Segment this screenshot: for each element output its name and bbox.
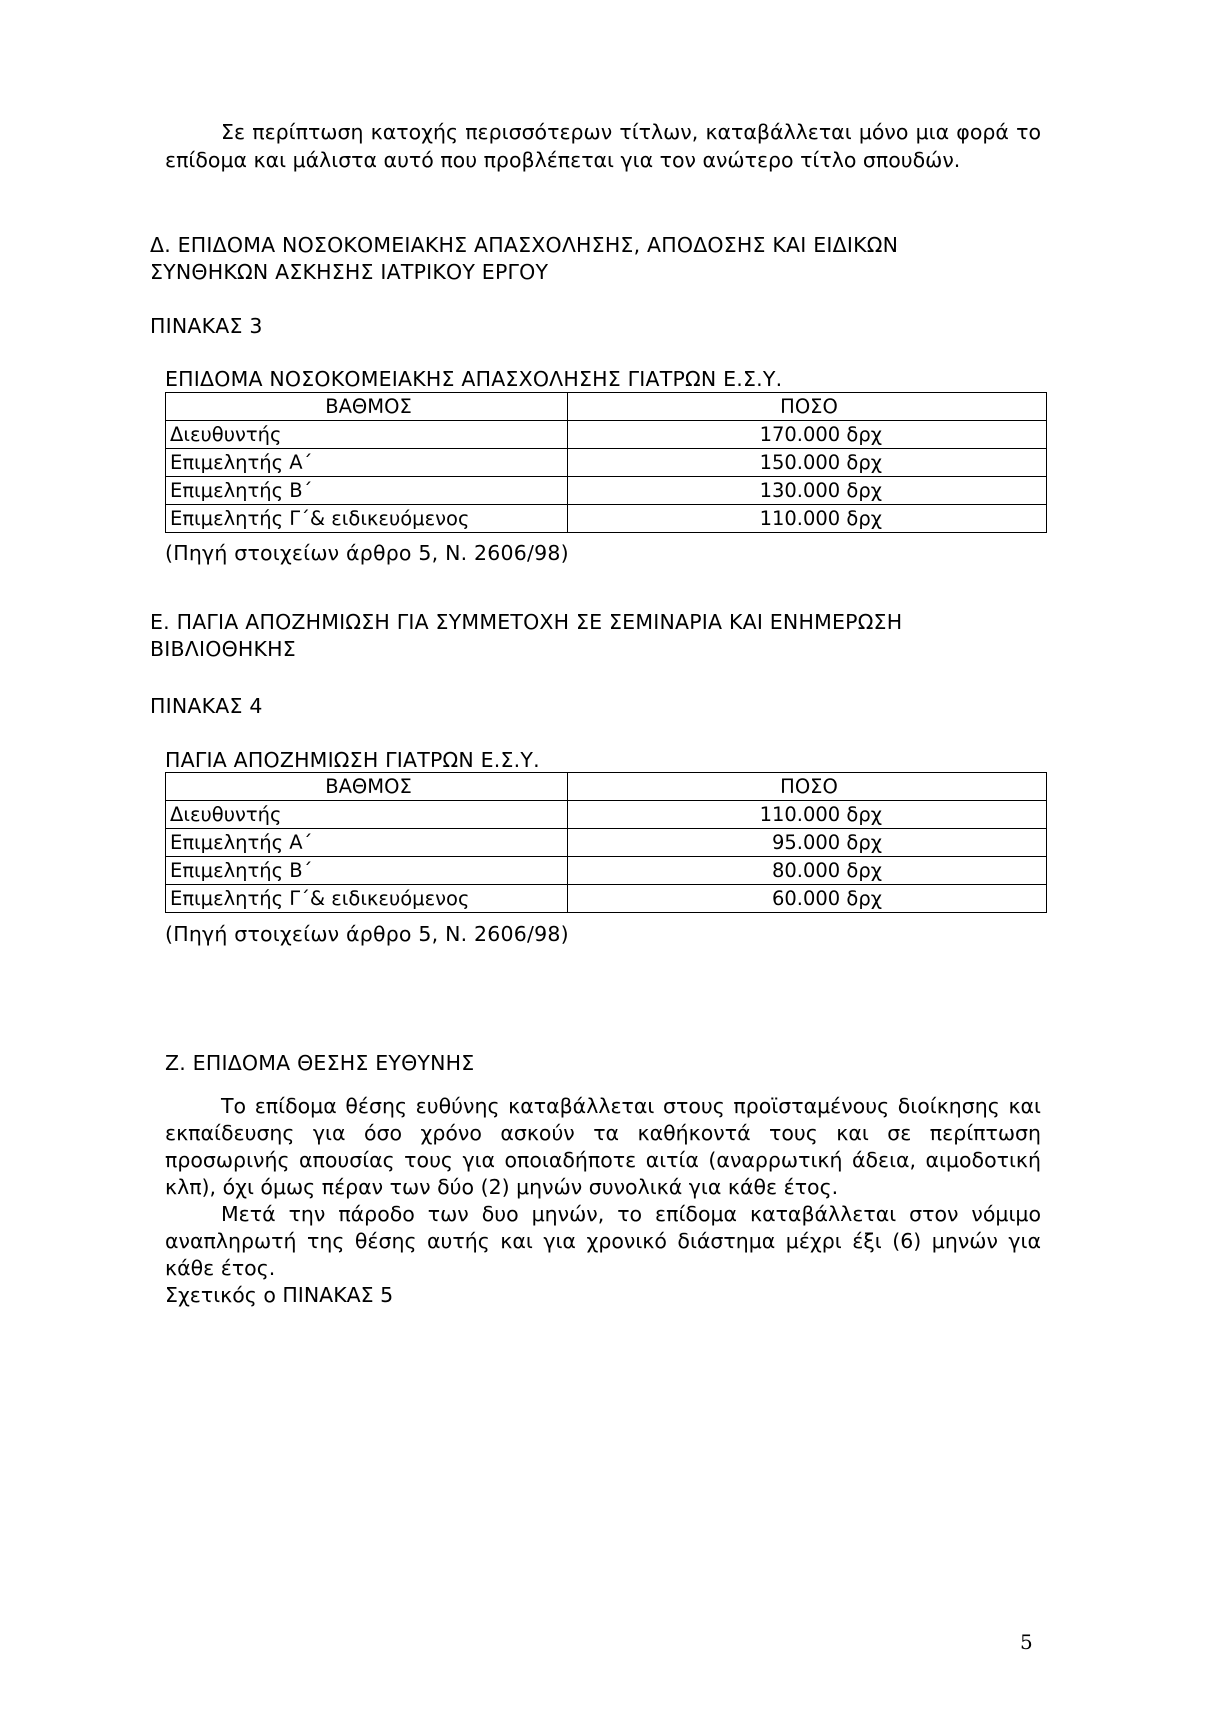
- rank-cell: Επιμελητής Α΄: [166, 829, 568, 857]
- rank-cell: Διευθυντής: [166, 421, 568, 449]
- rank-cell: Επιμελητής Γ΄& ειδικευόμενος: [166, 505, 568, 533]
- table-header-row: [166, 393, 1047, 421]
- section-z-related: Σχετικός ο ΠΙΝΑΚΑΣ 5: [165, 1283, 394, 1307]
- section-e-heading-line2: ΒΙΒΛΙΟΘΗΚΗΣ: [150, 637, 296, 661]
- table-row: [166, 477, 1047, 505]
- amount-cell: 60.000 δρχ: [568, 885, 1047, 913]
- table3-source: (Πηγή στοιχείων άρθρο 5, Ν. 2606/98): [165, 541, 569, 565]
- rank-cell: Επιμελητής Γ΄& ειδικευόμενος: [166, 885, 568, 913]
- amount-cell: 150.000 δρχ: [568, 449, 1047, 477]
- section-z-heading: Ζ. ΕΠΙΔΟΜΑ ΘΕΣΗΣ ΕΥΘΥΝΗΣ: [165, 1051, 475, 1075]
- section-z-body: [165, 1093, 1041, 1309]
- table3-title: ΕΠΙΔΟΜΑ ΝΟΣΟΚΟΜΕΙΑΚΗΣ ΑΠΑΣΧΟΛΗΣΗΣ ΓΙΑΤΡΩΝ Ε.Σ.Υ.: [165, 367, 783, 391]
- rank-cell: Διευθυντής: [166, 801, 568, 829]
- col-rank-header: ΒΑΘΜΟΣ: [166, 393, 568, 421]
- col-rank-header: ΒΑΘΜΟΣ: [166, 773, 568, 801]
- table-row: [166, 801, 1047, 829]
- intro-paragraph: [165, 118, 1041, 174]
- table-row: [166, 505, 1047, 533]
- intro-text: Σε περίπτωση κατοχής περισσότερων τίτλων, καταβάλλεται μόνο μια φορά το επίδομα και μάλιστα αυτό που προβλέπεται για τον ανώτερο τίτλο σπουδών.: [165, 120, 1041, 172]
- section-d-heading-line2: ΣΥΝΘΗΚΩΝ ΑΣΚΗΣΗΣ ΙΑΤΡΙΚΟΥ ΕΡΓΟΥ: [150, 260, 549, 284]
- allowance-table-3: [165, 392, 1047, 533]
- col-amount-header: ΠΟΣΟ: [568, 393, 1047, 421]
- table4-label: ΠΙΝΑΚΑΣ 4: [150, 694, 263, 718]
- table-header-row: [166, 773, 1047, 801]
- table-row: [166, 885, 1047, 913]
- table-row: [166, 449, 1047, 477]
- table4-source: (Πηγή στοιχείων άρθρο 5, Ν. 2606/98): [165, 922, 569, 946]
- section-e-heading-line1: Ε. ΠΑΓΙΑ ΑΠΟΖΗΜΙΩΣΗ ΓΙΑ ΣΥΜΜΕΤΟΧΗ ΣΕ ΣΕΜΙΝΑΡΙΑ ΚΑΙ ΕΝΗΜΕΡΩΣΗ: [150, 610, 903, 634]
- section-z-paragraph2: Μετά την πάροδο των δυο μηνών, το επίδομα καταβάλλεται στον νόμιμο αναπληρωτή της θέσης αυτής και για χρονικό διάστημα μέχρι έξι (6) μηνών για κάθε έτος.: [165, 1202, 1041, 1280]
- table4-title: ΠΑΓΙΑ ΑΠΟΖΗΜΙΩΣΗ ΓΙΑΤΡΩΝ Ε.Σ.Υ.: [165, 748, 540, 772]
- amount-cell: 95.000 δρχ: [568, 829, 1047, 857]
- table3-label: ΠΙΝΑΚΑΣ 3: [150, 314, 263, 338]
- section-z-paragraph1: Το επίδομα θέσης ευθύνης καταβάλλεται στους προϊσταμένους διοίκησης και εκπαίδευσης για όσο χρόνο ασκούν τα καθήκοντά τους και σε περίπτωση προσωρινής απουσίας τους για οποιαδήποτε αιτία (αναρρωτική άδεια, αιμοδοτική κλπ), όχι όμως πέραν των δύο (2) μηνών συνολικά για κάθε έτος.: [165, 1094, 1041, 1199]
- rank-cell: Επιμελητής Β΄: [166, 857, 568, 885]
- allowance-table-4: [165, 772, 1047, 913]
- rank-cell: Επιμελητής Α΄: [166, 449, 568, 477]
- section-d-heading-line1: Δ. ΕΠΙΔΟΜΑ ΝΟΣΟΚΟΜΕΙΑΚΗΣ ΑΠΑΣΧΟΛΗΣΗΣ, ΑΠΟΔΟΣΗΣ ΚΑΙ ΕΙΔΙΚΩΝ: [150, 233, 899, 257]
- amount-cell: 170.000 δρχ: [568, 421, 1047, 449]
- amount-cell: 130.000 δρχ: [568, 477, 1047, 505]
- table-row: [166, 829, 1047, 857]
- table-row: [166, 421, 1047, 449]
- page-number: 5: [1020, 1630, 1033, 1654]
- table-row: [166, 857, 1047, 885]
- amount-cell: 110.000 δρχ: [568, 801, 1047, 829]
- amount-cell: 110.000 δρχ: [568, 505, 1047, 533]
- rank-cell: Επιμελητής Β΄: [166, 477, 568, 505]
- col-amount-header: ΠΟΣΟ: [568, 773, 1047, 801]
- amount-cell: 80.000 δρχ: [568, 857, 1047, 885]
